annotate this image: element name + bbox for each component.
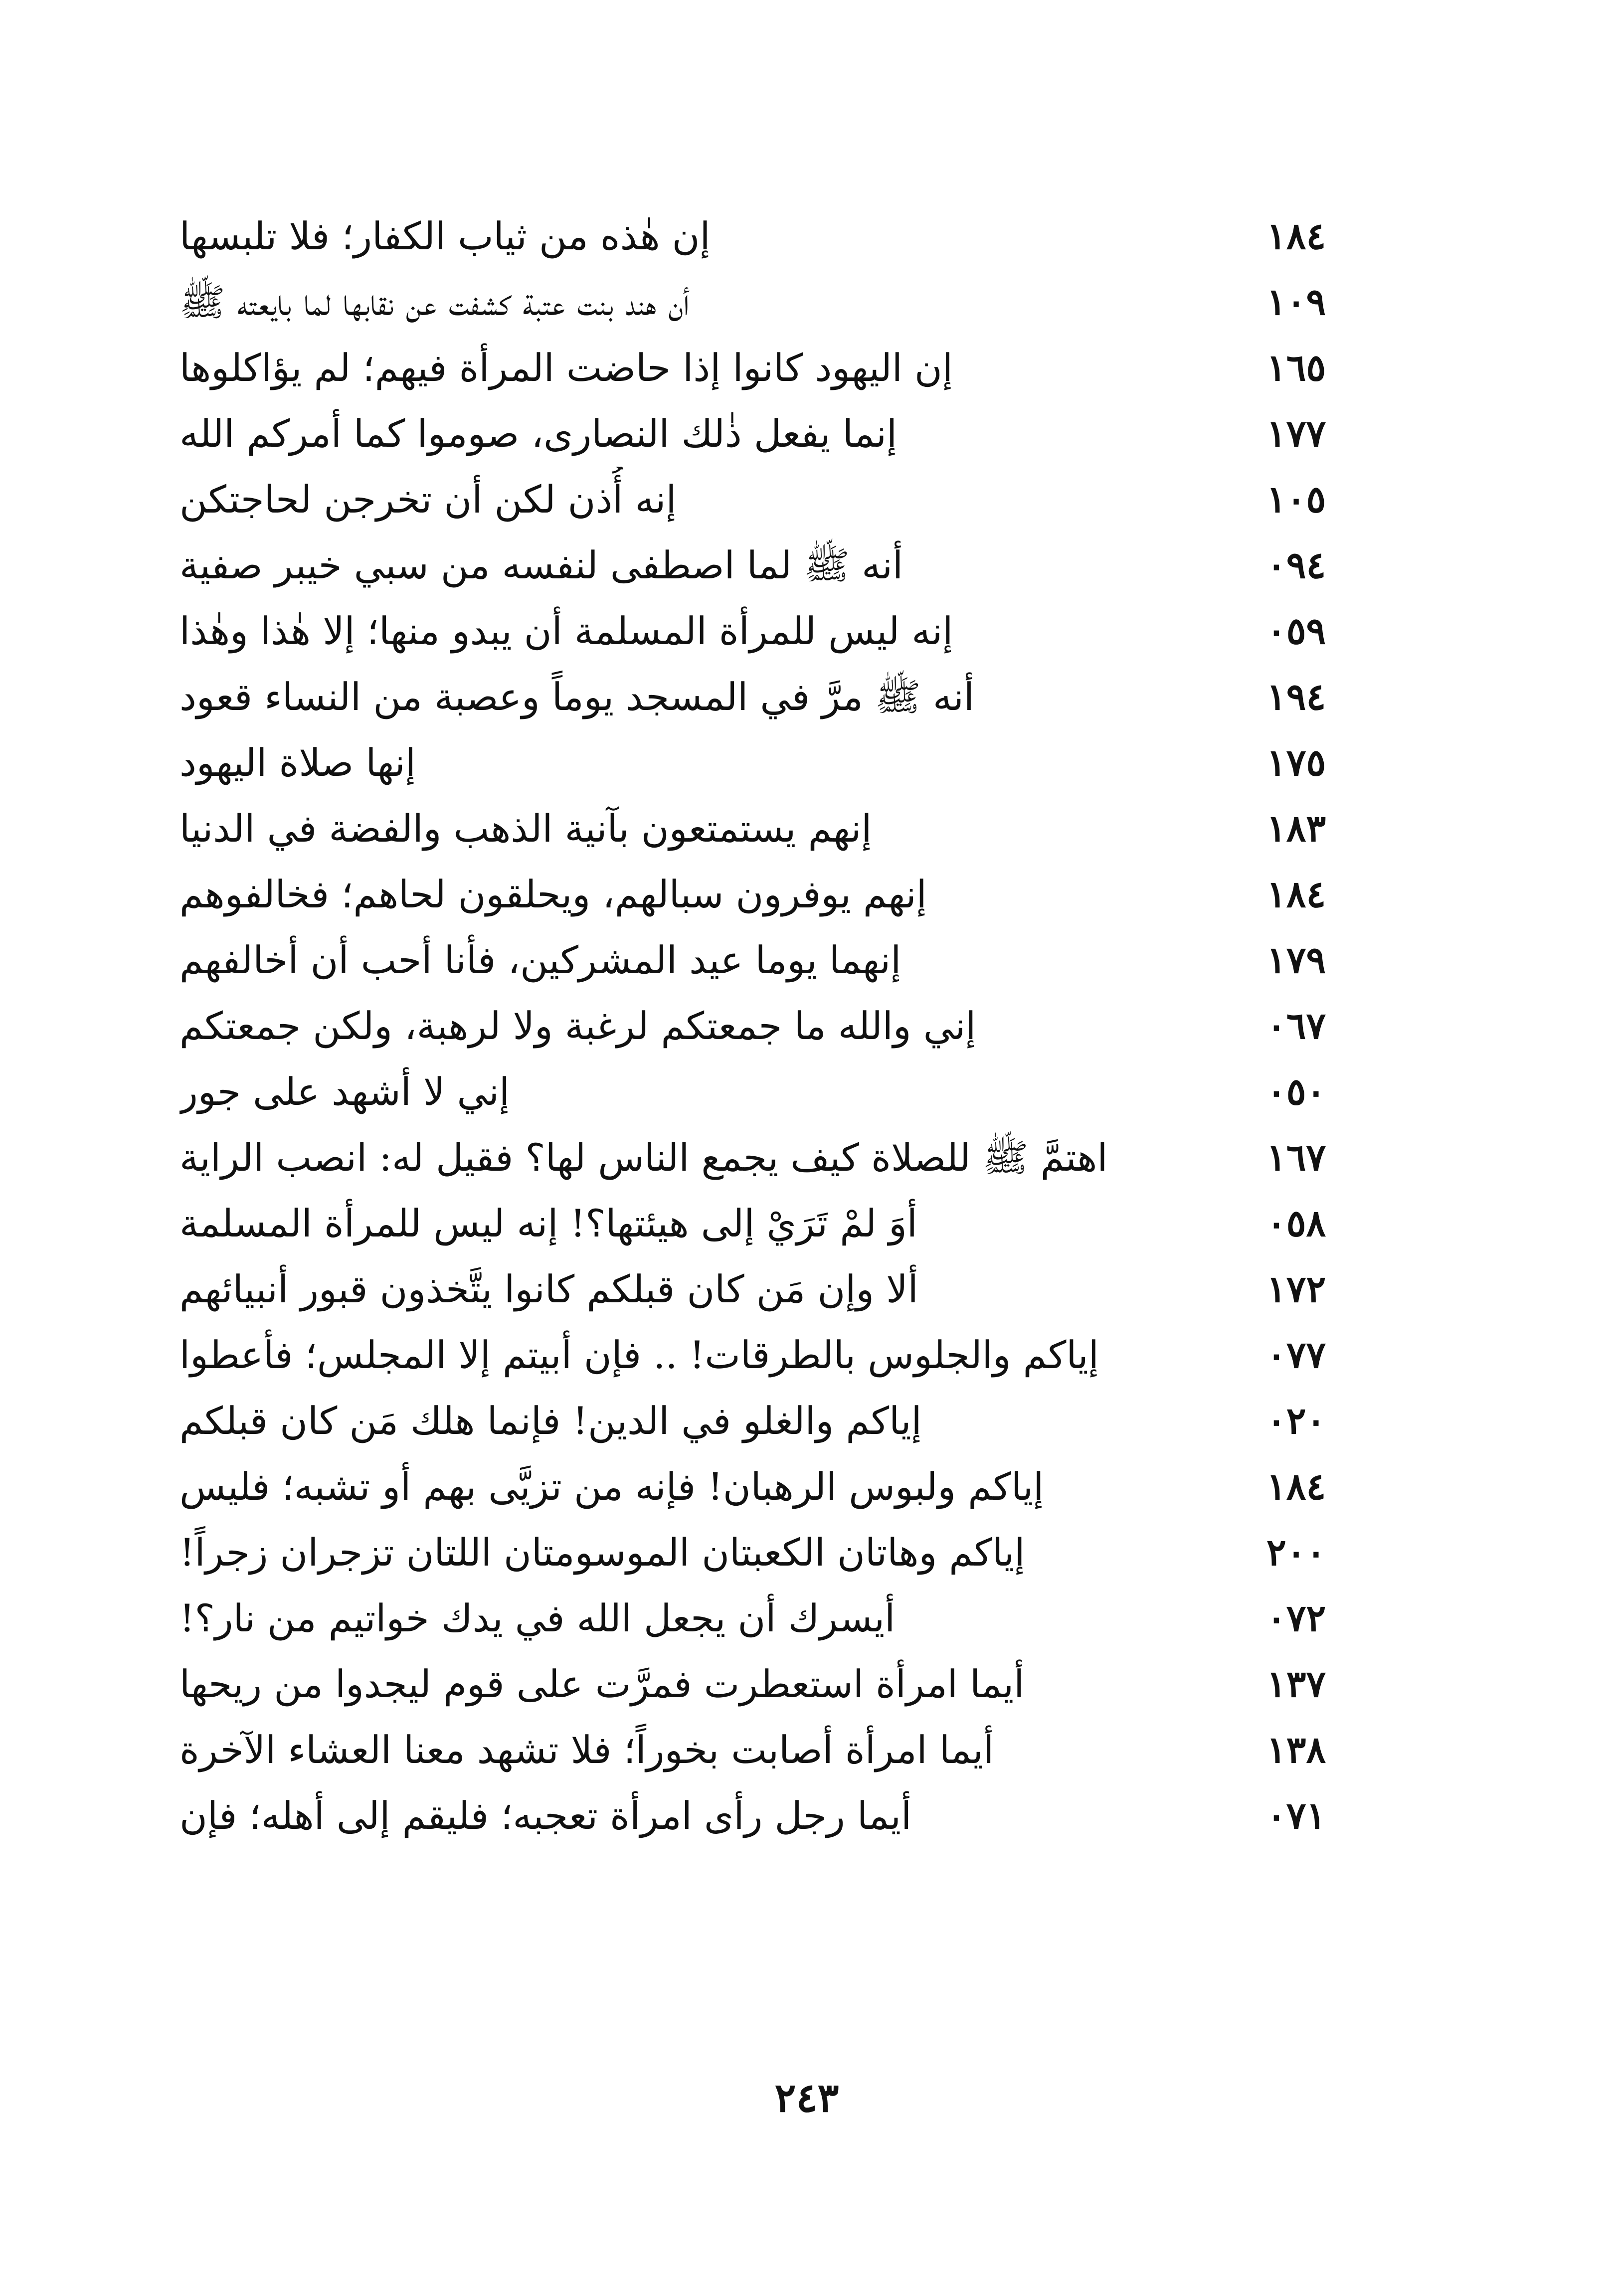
page-number: ٢٤٣: [774, 2074, 839, 2121]
index-row: [179, 1059, 1396, 1125]
index-row: [179, 730, 1396, 796]
entry-page-ref: ١٦٥: [1266, 347, 1326, 389]
index-row: [179, 532, 1396, 598]
entry-text: اهتمَّ ﷺ للصلاة كيف يجمع الناس لها؟ فقيل له: انصب الراية: [179, 1135, 1108, 1180]
entry-text: أيما امرأة استعطرت فمرَّت على قوم ليجدوا من ريحها: [179, 1662, 1025, 1706]
entry-text: إنهم يستمتعون بآنية الذهب والفضة في الدنيا: [179, 806, 872, 851]
entry-text: إياكم وهاتان الكعبتان الموسومتان اللتان تزجران زجراً!: [179, 1530, 1025, 1575]
index-row: [179, 335, 1396, 401]
index-row: [179, 1256, 1396, 1322]
entry-text: أنه ﷺ مرَّ في المسجد يوماً وعصبة من النساء قعود: [179, 675, 974, 719]
entry-page-ref: ٠٧١: [1266, 1794, 1326, 1837]
index-row: [179, 203, 1396, 269]
index-row: [179, 796, 1396, 862]
index-row: [179, 1454, 1396, 1520]
entry-page-ref: ١٧٧: [1266, 412, 1326, 455]
entry-page-ref: ٠٩٤: [1266, 544, 1326, 587]
entry-page-ref: ٠٥٨: [1266, 1202, 1326, 1245]
entry-text: إنه أُذن لكن أن تخرجن لحاجتكن: [179, 477, 677, 522]
entry-text: إنها صلاة اليهود: [179, 740, 416, 785]
index-row: [179, 269, 1396, 335]
index-row: [179, 664, 1396, 730]
index-row: [179, 927, 1396, 993]
entry-text: إياكم والجلوس بالطرقات! .. فإن أبيتم إلا المجلس؛ فأعطوا: [179, 1333, 1099, 1377]
entry-page-ref: ١٠٩: [1266, 281, 1326, 324]
entry-text: أوَ لمْ تَرَيْ إلى هيئتها؟! إنه ليس للمرأة المسلمة: [179, 1201, 917, 1245]
entry-text: إني والله ما جمعتكم لرغبة ولا لرهبة، ولكن جمعتكم: [179, 1004, 976, 1048]
hadith-index-list: [179, 203, 1396, 1849]
entry-page-ref: ١٨٣: [1266, 807, 1326, 850]
index-row: [179, 1783, 1396, 1849]
entry-page-ref: ١٨٤: [1266, 873, 1326, 916]
index-row: [179, 862, 1396, 927]
entry-page-ref: ٠٥٩: [1266, 610, 1326, 653]
index-row: [179, 598, 1396, 664]
entry-text: إنما يفعل ذٰلك النصارى، صوموا كما أمركم الله: [179, 411, 897, 456]
entry-page-ref: ١٧٩: [1266, 939, 1326, 982]
index-row: [179, 467, 1396, 532]
index-row: [179, 1520, 1396, 1586]
entry-page-ref: ١٧٢: [1266, 1268, 1326, 1311]
entry-text: إنه ليس للمرأة المسلمة أن يبدو منها؛ إلا هٰذا وهٰذا: [179, 609, 953, 653]
entry-page-ref: ٠٦٧: [1266, 1005, 1326, 1048]
index-row: [179, 401, 1396, 467]
entry-page-ref: ١٨٤: [1266, 1465, 1326, 1508]
entry-text: إن اليهود كانوا إذا حاضت المرأة فيهم؛ لم يؤاكلوها: [179, 346, 953, 390]
entry-text: إني لا أشهد على جور: [179, 1069, 510, 1114]
index-row: [179, 1651, 1396, 1717]
entry-page-ref: ١٣٨: [1266, 1729, 1326, 1771]
entry-page-ref: ١٧٥: [1266, 741, 1326, 784]
index-row: [179, 1125, 1396, 1191]
entry-page-ref: ٠٧٧: [1266, 1334, 1326, 1377]
entry-text: أيما رجل رأى امرأة تعجبه؛ فليقم إلى أهله؛ فإن: [179, 1793, 912, 1838]
entry-page-ref: ١٠٥: [1266, 478, 1326, 521]
entry-text: ألا وإن مَن كان قبلكم كانوا يتَّخذون قبور أنبيائهم: [179, 1267, 918, 1311]
index-row: [179, 1586, 1396, 1651]
index-row: [179, 1717, 1396, 1783]
entry-text: إياكم والغلو في الدين! فإنما هلك مَن كان قبلكم: [179, 1399, 922, 1443]
entry-text: أنه ﷺ لما اصطفى لنفسه من سبي خيبر صفية: [179, 543, 903, 587]
entry-page-ref: ٠٥٠: [1266, 1070, 1326, 1113]
entry-text: إنهما يوما عيد المشركين، فأنا أحب أن أخالفهم: [179, 938, 901, 982]
entry-page-ref: ٢٠٠: [1266, 1531, 1326, 1574]
entry-text: أن هند بنت عتبة كشفت عن نقابها لما بايعته ﷺ: [179, 280, 690, 324]
entry-page-ref: ١٩٤: [1266, 676, 1326, 718]
entry-text: إن هٰذه من ثياب الكفار؛ فلا تلبسها: [179, 214, 711, 258]
entry-page-ref: ٠٢٠: [1266, 1400, 1326, 1442]
entry-page-ref: ٠٧٢: [1266, 1597, 1326, 1640]
entry-page-ref: ١٣٧: [1266, 1663, 1326, 1706]
entry-text: أيما امرأة أصابت بخوراً؛ فلا تشهد معنا العشاء الآخرة: [179, 1728, 994, 1772]
index-row: [179, 1322, 1396, 1388]
index-row: [179, 1191, 1396, 1256]
entry-page-ref: ١٦٧: [1266, 1136, 1326, 1179]
index-row: [179, 993, 1396, 1059]
entry-page-ref: ١٨٤: [1266, 215, 1326, 258]
entry-text: أيسرك أن يجعل الله في يدك خواتيم من نار؟!: [179, 1596, 896, 1640]
entry-text: إنهم يوفرون سبالهم، ويحلقون لحاهم؛ فخالفوهم: [179, 872, 927, 916]
index-row: [179, 1388, 1396, 1454]
entry-text: إياكم ولبوس الرهبان! فإنه من تزيَّى بهم أو تشبه؛ فليس: [179, 1464, 1044, 1509]
